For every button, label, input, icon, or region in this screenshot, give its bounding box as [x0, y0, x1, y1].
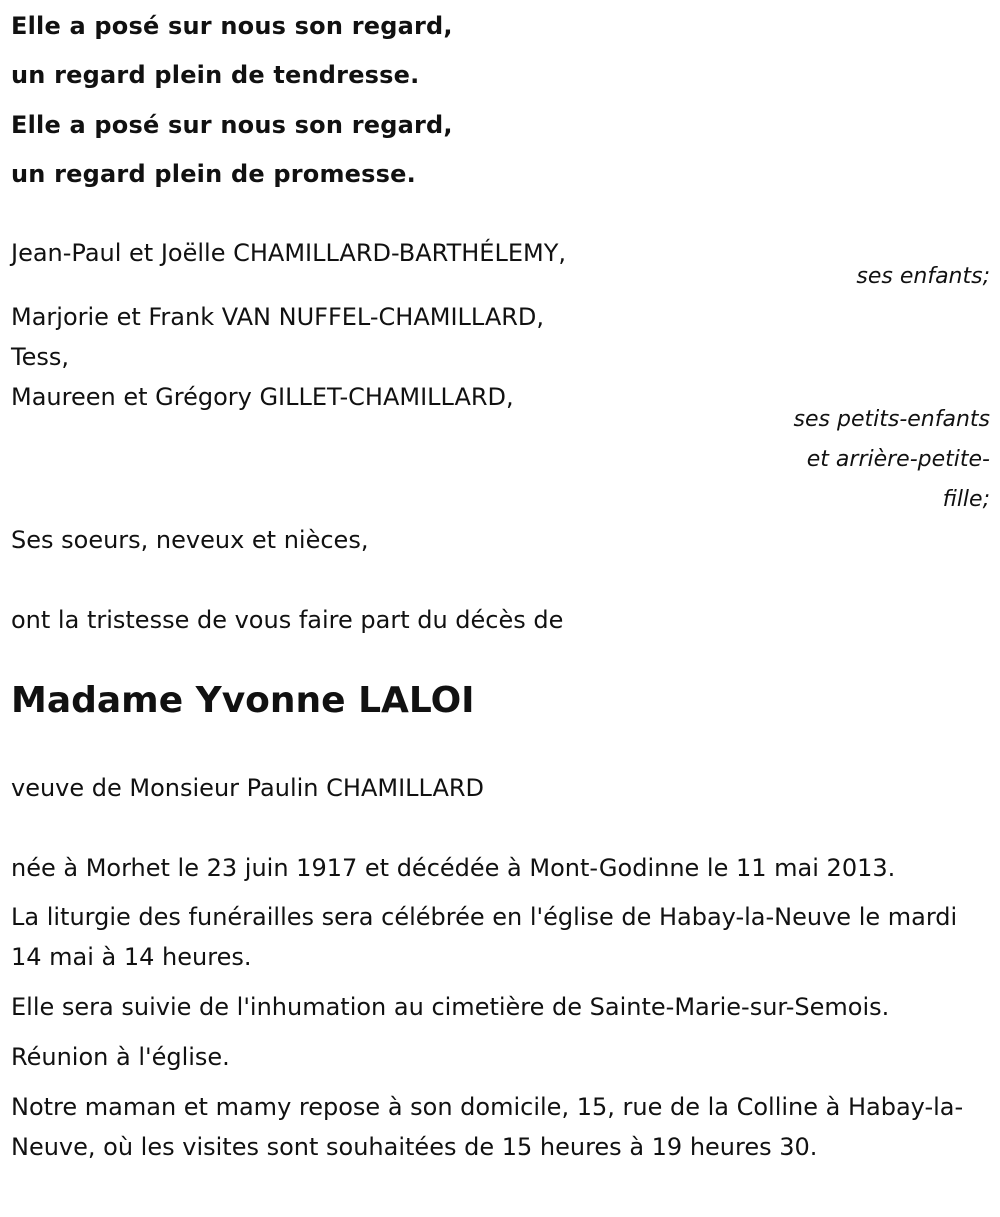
liturgy-paragraph: La liturgie des funérailles sera célébrée en l'église de Habay-la-Neuve le mardi 14 mai à 14 heures. [11, 903, 958, 971]
children-role: ses enfants; [856, 264, 990, 289]
deceased-name: Madame Yvonne LALOI [11, 680, 475, 721]
siblings-line: Ses soeurs, neveux et nièces, [11, 526, 369, 554]
poem-line-4: un regard plein de promesse. [11, 160, 416, 188]
grandchildren-role-1: ses petits-enfants [793, 407, 990, 432]
poem-line-2: un regard plein de tendresse. [11, 61, 420, 89]
meeting-paragraph: Réunion à l'église. [11, 1043, 230, 1071]
poem-line-1: Elle a posé sur nous son regard, [11, 12, 453, 40]
grandchildren-line-2: Tess, [11, 343, 69, 371]
birth-death-paragraph: née à Morhet le 23 juin 1917 et décédée à Mont-Godinne le 11 mai 2013. [11, 854, 896, 882]
announcement-line: ont la tristesse de vous faire part du décès de [11, 606, 564, 634]
grandchildren-line-3: Maureen et Grégory GILLET-CHAMILLARD, [11, 383, 514, 411]
grandchildren-line-1: Marjorie et Frank VAN NUFFEL-CHAMILLARD, [11, 303, 545, 331]
grandchildren-role-3: fille; [942, 487, 990, 512]
burial-paragraph: Elle sera suivie de l'inhumation au cimetière de Sainte-Marie-sur-Semois. [11, 993, 890, 1021]
visits-paragraph: Notre maman et mamy repose à son domicile, 15, rue de la Colline à Habay-la-Neuve, où les visites sont souhaitées de 15 heures à 19 heures 30. [11, 1093, 964, 1161]
poem-line-3: Elle a posé sur nous son regard, [11, 111, 453, 139]
widow-of-line: veuve de Monsieur Paulin CHAMILLARD [11, 774, 485, 802]
grandchildren-role-2: et arrière-petite- [806, 447, 990, 472]
children-names: Jean-Paul et Joëlle CHAMILLARD-BARTHÉLEMY, [11, 239, 566, 267]
